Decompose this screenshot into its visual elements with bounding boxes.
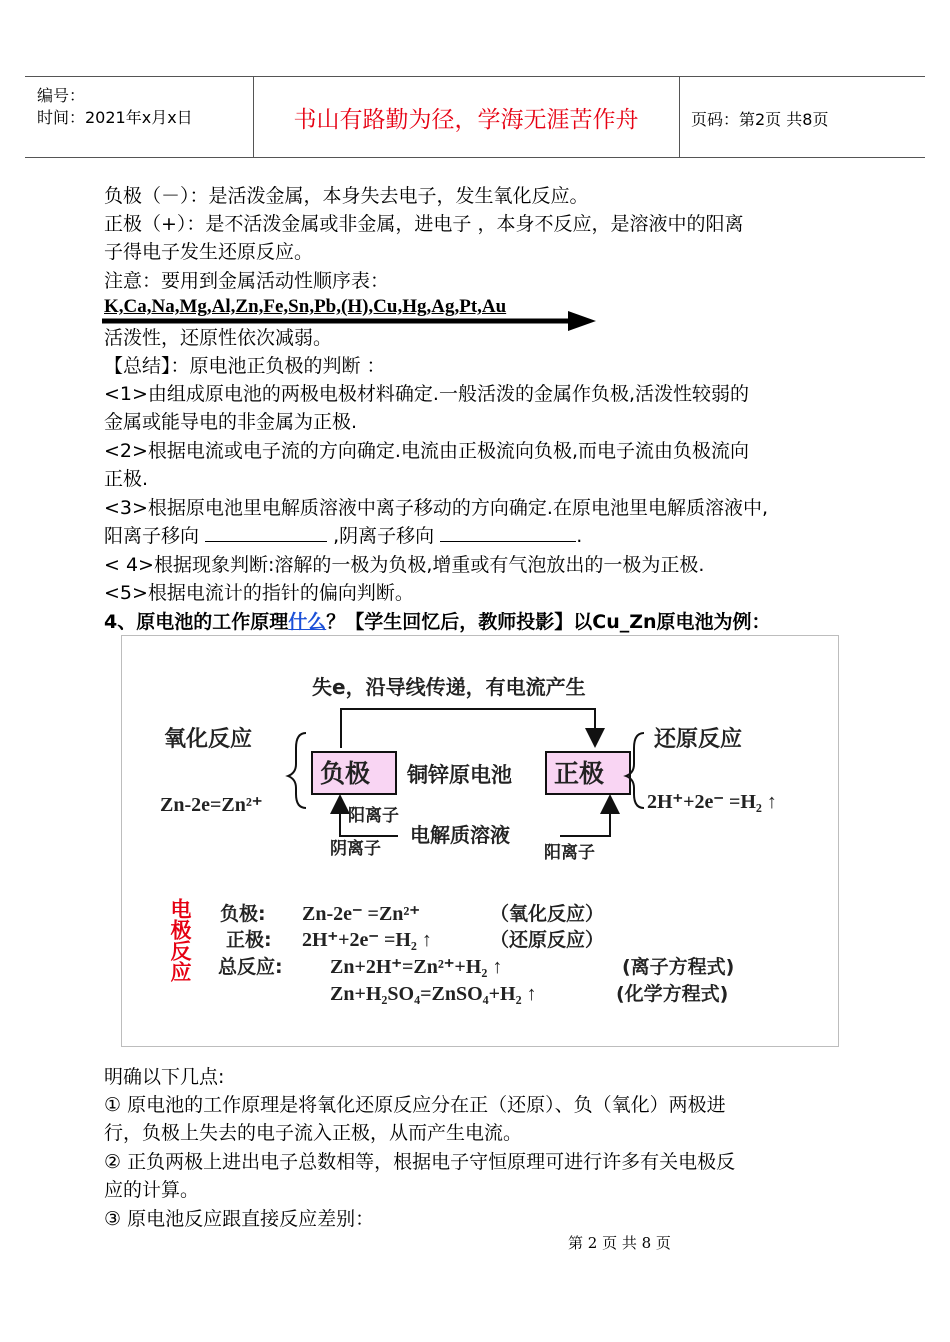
anion-blank[interactable] (440, 523, 576, 542)
reaction-label: 负极: (220, 903, 266, 925)
summary-title: 【总结】：原电池正负极的判断 ： (104, 355, 386, 377)
electron-flow-label: 失e，沿导线传递，有电流产生 (312, 675, 586, 699)
question-4-prefix: 4、原电池的工作原理 (104, 611, 289, 633)
point-2: ② 正负两极上进出电子总数相等，根据电子守恒原理可进行许多有关电极反 (104, 1151, 736, 1173)
reaction-note: （还原反应） (490, 929, 605, 951)
rule-2: <2>根据电流或电子流的方向确定.电流由正极流向负极,而电子流由负极流向 (104, 440, 750, 462)
rule-3-cation-label: 阳离子移向 (104, 525, 200, 547)
rule-5: <5>根据电流计的指针的偏向判断。 (104, 582, 414, 604)
point-2-cont: 应的计算。 (104, 1179, 200, 1201)
reaction-equation: Zn+2H⁺=Zn²⁺+H₂ ↑ (330, 956, 503, 978)
negative-electrode-text: 负极（－）：是活泼金属，本身失去电子，发生氧化反应。 (104, 185, 589, 207)
cell-name: 铜锌原电池 (407, 763, 512, 787)
rule-3-cont (104, 523, 582, 549)
note-text: 注意：要用到金属活动性顺序表： (104, 270, 390, 292)
rule-1: <1>由组成原电池的两极电极材料确定.一般活泼的金属作负极,活泼性较弱的 (104, 383, 750, 405)
header-divider (679, 77, 680, 157)
cell-diagram (122, 636, 838, 1046)
what-link[interactable]: 什么 (288, 611, 327, 633)
reaction-label: 正极: (226, 929, 272, 951)
reaction-equation: Zn-2e⁻ =Zn²⁺ (302, 903, 420, 925)
cation-right-arrow (560, 798, 610, 836)
reaction-note: （氧化反应） (490, 903, 605, 925)
electrolyte-label: 电解质溶液 (410, 823, 510, 847)
electrode-reaction-side-label: 电极反应 (168, 898, 192, 982)
reaction-note: (离子方程式) (622, 956, 735, 978)
reaction-row-3 (330, 982, 728, 1005)
reaction-row-1 (226, 928, 604, 951)
cation-right-label: 阳离子 (544, 843, 595, 863)
zn-half-reaction: Zn-2e=Zn²⁺ (160, 794, 263, 816)
negative-label: 负极 (320, 759, 371, 788)
question-4 (104, 609, 771, 635)
positive-electrode-text: 正极（+）：是不活泼金属或非金属，进电子 ，本身不反应，是溶液中的阳离 (104, 213, 744, 235)
reaction-equation: Zn+H₂SO₄=ZnSO₄+H₂ ↑ (330, 983, 537, 1005)
rule-3: <3>根据原电池里电解质溶液中离子移动的方向确定.在原电池里电解质溶液中, (104, 497, 769, 519)
reaction-note: (化学方程式) (616, 983, 729, 1005)
clarify-title: 明确以下几点: (104, 1066, 225, 1088)
rule-2-cont: 正极. (104, 468, 149, 490)
rule-4: < 4>根据现象判断:溶解的一极为负极,增重或有气泡放出的一极为正极. (104, 554, 705, 576)
anion-path (340, 834, 398, 836)
positive-label: 正极 (554, 759, 605, 788)
page-info: 页码：第2页 共8页 (691, 110, 829, 129)
reaction-row-0 (220, 902, 604, 925)
question-4-suffix: ？【学生回忆后，教师投影】以Cu_Zn原电池为例： (326, 611, 771, 633)
positive-electrode-text-cont: 子得电子发生还原反应。 (104, 241, 314, 263)
left-brace (288, 733, 306, 808)
rule-3-period: . (576, 525, 583, 547)
page-header (25, 76, 925, 158)
point-1-cont: 行，负极上失去的电子流入正极，从而产生电流。 (104, 1122, 523, 1144)
reaction-label: 总反应: (218, 956, 283, 978)
point-3: ③ 原电池反应跟直接反应差别： (104, 1208, 375, 1230)
galvanic-cell-figure (121, 635, 839, 1047)
reaction-row-2 (218, 955, 734, 978)
oxidation-label: 氧化反应 (164, 727, 253, 752)
time-label: 时间：2021年x月x日 (37, 108, 193, 127)
reaction-equation: 2H⁺+2e⁻ =H₂ ↑ (302, 929, 432, 951)
number-label: 编号： (37, 86, 86, 105)
cation-left-label: 阳离子 (348, 806, 399, 826)
activity-note: 活泼性，还原性依次减弱。 (104, 327, 333, 349)
rule-1-cont: 金属或能导电的非金属为正极. (104, 411, 358, 433)
metal-activity-series: K,Ca,Na,Mg,Al,Zn,Fe,Sn,Pb,(H),Cu,Hg,Ag,Pt,Au (104, 296, 507, 317)
header-motto: 书山有路勤为径，学海无涯苦作舟 (293, 107, 639, 133)
electron-wire (341, 709, 595, 748)
h-half-reaction: 2H⁺+2e⁻ =H₂ ↑ (647, 791, 777, 813)
point-1: ① 原电池的工作原理是将氧化还原反应分在正（还原）、负（氧化）两极进 (104, 1094, 726, 1116)
cation-blank[interactable] (205, 523, 327, 542)
anion-label: 阴离子 (330, 839, 381, 859)
rule-3-anion-label: ,阴离子移向 (333, 525, 435, 547)
reduction-label: 还原反应 (654, 727, 743, 752)
page-footer: 第 2 页 共 8 页 (568, 1234, 671, 1252)
